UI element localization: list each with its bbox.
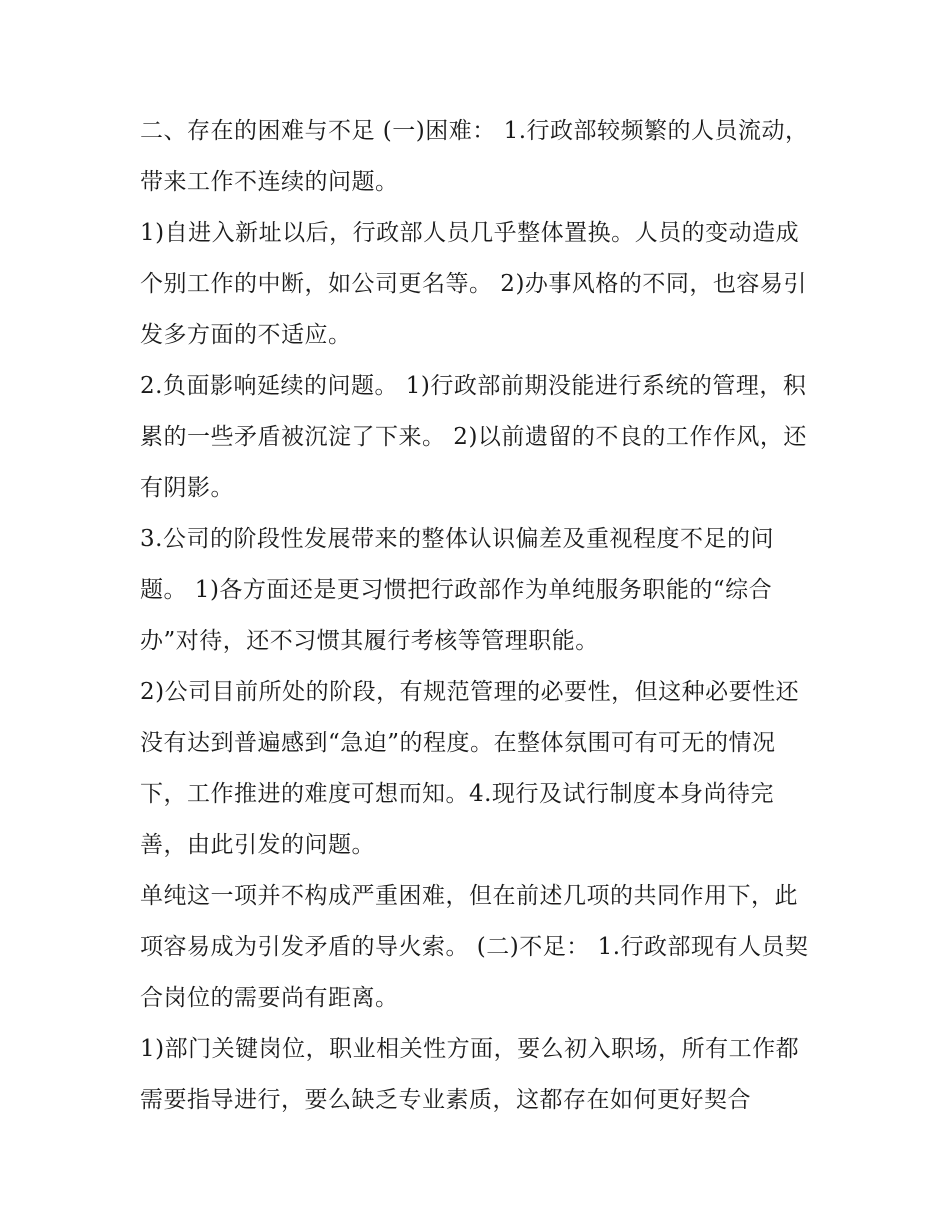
paragraph-5: 2)公司目前所处的阶段，有规范管理的必要性，但这种必要性还没有达到普遍感到“急迫”的程度。在整体氛围可有可无的情况下，工作推进的难度可想而知。4.现行及试行制度本身尚待完善，由此引发的问题。 [140,679,800,858]
paragraph-7: 1)部门关键岗位，职业相关性方面，要么初入职场，所有工作都需要指导进行，要么缺乏专业素质，这都存在如何更好契合 [140,1036,800,1113]
paragraph-4: 3.公司的阶段性发展带来的整体认识偏差及重视程度不足的问题。 1)各方面还是更习惯把行政部作为单纯服务职能的“综合办”对待，还不习惯其履行考核等管理职能。 [140,526,774,654]
paragraph-6: 单纯这一项并不构成严重困难，但在前述几项的共同作用下，此项容易成为引发矛盾的导火索。 (二)不足： 1.行政部现有人员契合岗位的需要尚有距离。 [140,883,809,1011]
paragraph-2: 1)自进入新址以后，行政部人员几乎整体置换。人员的变动造成个别工作的中断，如公司更名等。 2)办事风格的不同，也容易引发多方面的不适应。 [140,220,807,348]
document-body [140,106,820,1126]
paragraph-1: 二、存在的困难与不足 (一)困难： 1.行政部较频繁的人员流动，带来工作不连续的问题。 [140,118,809,195]
paragraph-3: 2.负面影响延续的问题。 1)行政部前期没能进行系统的管理，积累的一些矛盾被沉淀了下来。 2)以前遗留的不良的工作作风，还有阴影。 [140,373,807,501]
